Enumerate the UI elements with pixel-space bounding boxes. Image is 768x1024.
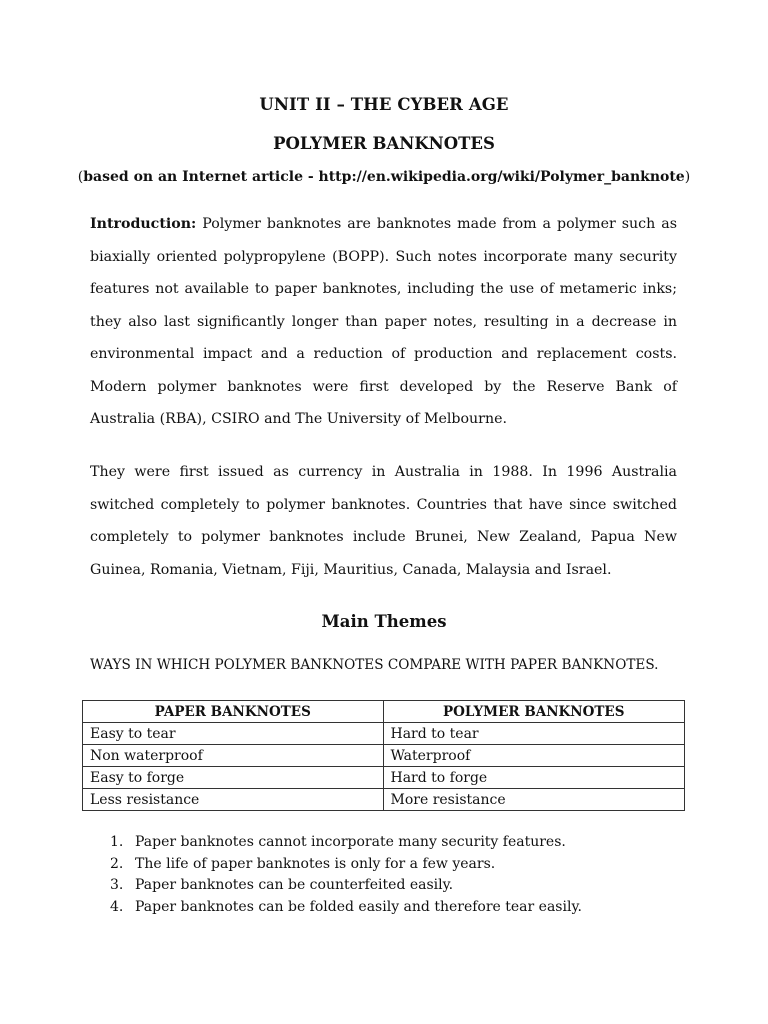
- table-cell-paper: Easy to forge: [83, 767, 384, 789]
- introduction-text: Polymer banknotes are banknotes made from a polymer such as biaxially oriented polypropylene (BOPP). Such notes incorporate many security features not available to paper banknotes, including the use of metameric inks; they also last significantly longer than paper notes, resulting in a decrease in environmental impact and a reduction of production and replacement costs. Modern polymer banknotes were first developed by the Reserve Bank of Australia (RBA), CSIRO and The University of Melbourne.: [90, 216, 677, 427]
- list-item: [110, 875, 582, 897]
- comparison-table: [82, 700, 685, 811]
- list-item-text: Paper banknotes can be folded easily and therefore tear easily.: [135, 898, 582, 915]
- list-item-text: Paper banknotes cannot incorporate many security features.: [135, 834, 566, 850]
- list-item-number: 1.: [110, 834, 124, 850]
- list-item-text: Paper banknotes can be counterfeited easily.: [135, 877, 454, 894]
- header-polymer-banknotes: POLYMER BANKNOTES: [383, 701, 685, 723]
- main-themes-heading: Main Themes: [321, 612, 447, 631]
- table-cell-polymer: Waterproof: [383, 745, 685, 767]
- source-close-paren: ): [684, 169, 691, 185]
- list-item-number: 2.: [110, 855, 124, 872]
- list-item-number: 3.: [110, 877, 124, 894]
- comparison-caption: WAYS IN WHICH POLYMER BANKNOTES COMPARE WITH PAPER BANKNOTES.: [90, 657, 659, 673]
- table-row: [83, 789, 685, 811]
- table-row: [83, 745, 685, 767]
- unit-title: UNIT II – THE CYBER AGE: [259, 95, 509, 114]
- header-paper-banknotes: PAPER BANKNOTES: [83, 701, 384, 723]
- source-citation: [0, 169, 768, 185]
- list-item: [110, 854, 582, 876]
- list-item-number: 4.: [110, 898, 124, 915]
- list-item: [110, 897, 582, 919]
- list-item-text: The life of paper banknotes is only for a few years.: [135, 855, 496, 872]
- table-cell-paper: Easy to tear: [83, 723, 384, 745]
- introduction-label: Introduction:: [90, 216, 197, 232]
- document-title: POLYMER BANKNOTES: [273, 134, 495, 153]
- history-paragraph: They were first issued as currency in Australia in 1988. In 1996 Australia switched completely to polymer banknotes. Countries that have since switched completely to polymer banknotes include Brunei, New Zealand, Papua New Guinea, Romania, Vietnam, Fiji, Mauritius, Canada, Malaysia and Israel.: [90, 464, 677, 578]
- paper-banknote-points: [110, 832, 582, 918]
- source-open-paren: (: [77, 169, 84, 185]
- list-item: [110, 832, 582, 854]
- table-cell-polymer: Hard to tear: [383, 723, 685, 745]
- table-row: [83, 767, 685, 789]
- introduction-paragraph: [90, 208, 677, 436]
- table-cell-polymer: More resistance: [383, 789, 685, 811]
- source-text: based on an Internet article - http://en.wikipedia.org/wiki/Polymer_banknote: [83, 169, 685, 185]
- table-row: [83, 723, 685, 745]
- table-cell-paper: Less resistance: [83, 789, 384, 811]
- table-header-row: [83, 701, 685, 723]
- table-cell-paper: Non waterproof: [83, 745, 384, 767]
- table-cell-polymer: Hard to forge: [383, 767, 685, 789]
